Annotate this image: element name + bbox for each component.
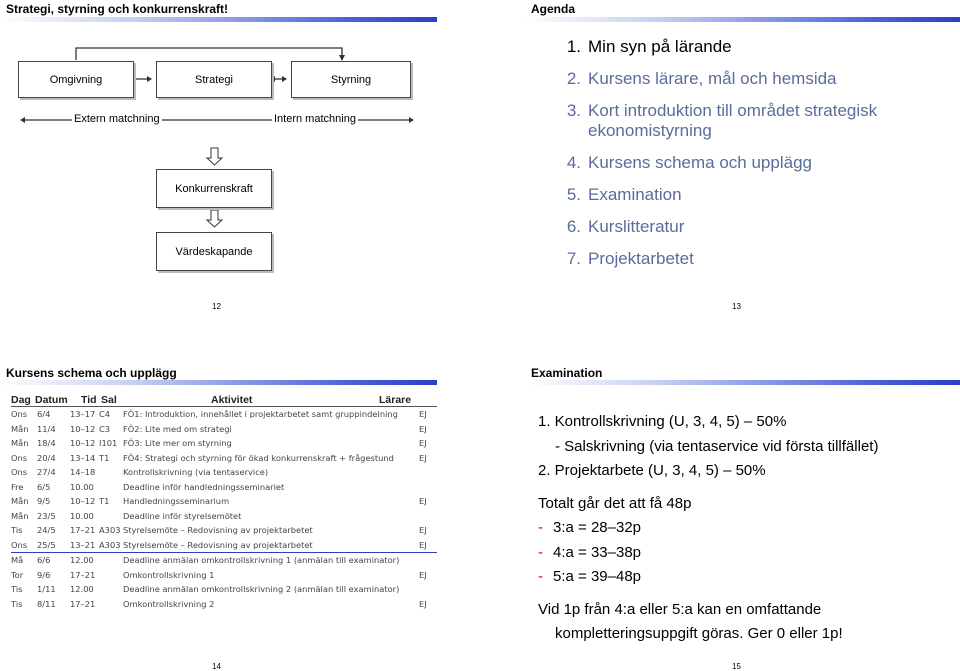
grade-item: - 5:a = 39–48p [538,565,958,590]
slide-examination [525,358,960,671]
slide-title: Strategi, styrning och konkurrenskraft! [6,2,229,16]
table-row [11,407,437,422]
cell-tid: 17–21 [70,598,96,609]
grade-4: 4:a = 33–38p [553,543,642,561]
cell-dag: Tis [11,584,23,595]
exam-line-kontrollskrivning: 1. Kontrollskrivning (U, 3, 4, 5) – 50% [538,413,787,430]
table-row [11,538,437,554]
page-number: 15 [732,662,741,671]
box-strategi: Strategi [156,61,272,98]
cell-tid: 10.00 [70,510,94,521]
title-bar [525,17,960,22]
agenda-item-number: 3. [566,101,581,120]
cell-datum: 25/5 [37,539,56,550]
table-row [11,568,437,583]
cell-datum: 6/5 [37,481,51,492]
cell-tid: 14–18 [70,467,96,478]
cell-sal: T1 [99,452,110,463]
cell-tid: 12.00 [70,584,94,595]
exam-line-totalt: Totalt går det att få 48p [538,494,692,512]
table-row [11,494,437,509]
grade-3: 3:a = 28–32p [553,519,642,536]
exam-line-projektarbete: 2. Projektarbete (U, 3, 4, 5) – 50% [538,462,766,479]
agenda-item-text: Examination [588,185,682,204]
agenda-item-number: 6. [566,217,581,236]
cell-tid: 10–12 [70,423,96,434]
cell-larare: EJ [419,438,427,449]
agenda-item-text: Projektarbetet [588,249,694,268]
cell-datum: 11/4 [37,423,56,434]
cell-aktivitet: FÖ1: Introduktion, innehållet i projektarbetet samt gruppindelning [123,409,398,420]
exam-line-komplettering: Vid 1p från 4:a eller 5:a kan en omfattande [538,600,822,618]
grade-item: - 4:a = 33–38p [538,541,958,566]
cell-datum: 6/4 [37,409,51,420]
cell-larare: EJ [419,409,427,420]
cell-dag: Ons [11,467,28,478]
title-bar [525,380,960,385]
header-datum: Datum [35,394,68,406]
label-extern-matchning: Extern matchning [74,113,160,125]
cell-aktivitet: Deadline anmälan omkontrollskrivning 1 (anmälan till examinator) [123,555,400,566]
agenda-item-number: 4. [566,153,581,172]
cell-datum: 9/5 [37,496,51,507]
table-row [11,465,437,480]
cell-tid: 13–17 [70,409,96,420]
cell-larare: EJ [419,539,427,550]
cell-sal: A303 [99,539,121,550]
agenda-item [555,37,918,57]
slide-title: Examination [531,366,603,380]
header-tid: Tid [81,394,97,406]
agenda-list [555,37,918,281]
cell-dag: Mån [11,423,29,434]
cell-datum: 9/6 [37,569,51,580]
slide-schema [0,358,437,671]
table-row [11,582,437,597]
table-row [11,509,437,524]
cell-dag: Ons [11,539,28,550]
cell-tid: 17–21 [70,569,96,580]
header-dag: Dag [11,394,31,406]
cell-larare: EJ [419,452,427,463]
cell-tid: 10–12 [70,438,96,449]
schedule-header-row [11,390,437,407]
cell-dag: Mån [11,510,29,521]
agenda-item [555,217,918,237]
exam-line-salskrivning: - Salskrivning (via tentaservice vid första tillfället) [555,437,879,455]
cell-datum: 20/4 [37,452,56,463]
cell-aktivitet: Styrelsemöte – Redovisning av projektarbetet [123,539,313,550]
box-styrning: Styrning [291,61,411,98]
cell-aktivitet: Kontrollskrivning (via tentaservice) [123,467,269,478]
cell-aktivitet: FÖ4: Strategi och styrning för ökad konkurrenskraft + frågestund [123,452,394,463]
agenda-item-number: 5. [566,185,581,204]
cell-larare: EJ [419,496,427,507]
header-aktivitet: Aktivitet [211,394,253,406]
exam-line-komplettering-cont: kompletteringsuppgift göras. Ger 0 eller 1p! [555,625,843,642]
agenda-item-number: 7. [566,249,581,268]
cell-sal: C3 [99,423,111,434]
cell-datum: 27/4 [37,467,56,478]
cell-datum: 18/4 [37,438,56,449]
cell-dag: Ons [11,409,28,420]
cell-aktivitet: FÖ3: Lite mer om styrning [123,438,232,449]
cell-aktivitet: FÖ2: Lite med om strategi [123,423,232,434]
cell-dag: Mån [11,438,29,449]
agenda-item-text: Kursens lärare, mål och hemsida [588,69,837,88]
cell-dag: Må [11,555,24,566]
header-sal: Sal [101,394,117,406]
cell-larare: EJ [419,423,427,434]
grade-5: 5:a = 39–48p [553,568,642,585]
page-number: 12 [212,302,221,311]
table-row [11,436,437,451]
cell-aktivitet: Styrelsemöte – Redovisning av projektarbetet [123,525,313,536]
cell-tid: 17–21 [70,525,96,536]
table-row [11,451,437,466]
agenda-item [555,69,918,89]
page-number: 13 [732,302,741,311]
cell-larare: EJ [419,569,427,580]
cell-sal: A303 [99,525,121,536]
cell-sal: T1 [99,496,110,507]
slide-agenda [525,0,960,318]
agenda-item [555,101,918,141]
table-row [11,422,437,437]
cell-datum: 24/5 [37,525,56,536]
cell-datum: 8/11 [37,598,56,609]
cell-dag: Fre [11,481,24,492]
header-larare: Lärare [379,394,412,406]
agenda-item-text: Kort introduktion till området strategisk ekonomistyrning [588,101,878,140]
cell-aktivitet: Omkontrollskrivning 1 [123,569,215,580]
title-bar [0,380,437,385]
grade-item: - 3:a = 28–32p [538,516,958,541]
agenda-item [555,153,918,173]
cell-aktivitet: Deadline anmälan omkontrollskrivning 2 (anmälan till examinator) [123,584,400,595]
cell-dag: Tis [11,598,23,609]
schedule-table [11,390,437,611]
label-intern-matchning: Intern matchning [274,113,356,125]
cell-aktivitet: Handledningsseminarium [123,496,230,507]
examination-text [538,410,958,647]
agenda-item-text: Min syn på lärande [588,37,732,56]
cell-tid: 13–14 [70,452,96,463]
cell-aktivitet: Deadline inför handledningsseminariet [123,481,285,492]
table-row [11,523,437,538]
slide-title: Kursens schema och upplägg [6,366,177,380]
agenda-item-text: Kurslitteratur [588,217,685,236]
cell-tid: 13–21 [70,539,96,550]
cell-datum: 1/11 [37,584,56,595]
cell-dag: Ons [11,452,28,463]
cell-dag: Tis [11,525,23,536]
table-row [11,553,437,568]
slide-strategi [0,0,437,318]
cell-datum: 6/6 [37,555,51,566]
cell-aktivitet: Omkontrollskrivning 2 [123,598,215,609]
slide-title: Agenda [531,2,576,16]
cell-dag: Tor [11,569,24,580]
agenda-item-number: 2. [566,69,581,88]
box-vardeskapande: Värdeskapande [156,232,272,271]
cell-sal: I101 [99,438,118,449]
cell-larare: EJ [419,525,427,536]
cell-tid: 12.00 [70,555,94,566]
cell-larare: EJ [419,598,427,609]
schedule-body [11,407,437,611]
box-konkurrenskraft: Konkurrenskraft [156,169,272,208]
table-row [11,597,437,612]
table-row [11,480,437,495]
cell-aktivitet: Deadline inför styrelsemötet [123,510,242,521]
cell-tid: 10–12 [70,496,96,507]
cell-tid: 10.00 [70,481,94,492]
cell-dag: Mån [11,496,29,507]
cell-datum: 23/5 [37,510,56,521]
page-number: 14 [212,662,221,671]
agenda-item [555,185,918,205]
box-omgivning: Omgivning [18,61,134,98]
agenda-item [555,249,918,269]
agenda-item-text: Kursens schema och upplägg [588,153,812,172]
agenda-item-number: 1. [566,37,581,56]
cell-sal: C4 [99,409,111,420]
